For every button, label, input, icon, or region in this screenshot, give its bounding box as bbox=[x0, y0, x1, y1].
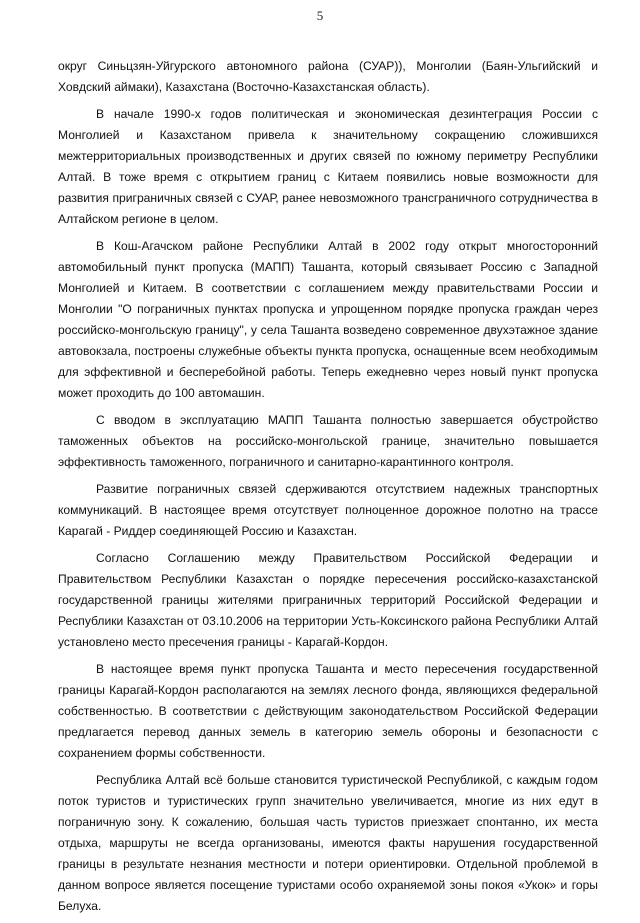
document-body bbox=[58, 56, 598, 923]
paragraph-6: Согласно Соглашению между Правительством Российской Федерации и Правительством Республики Казахстан о порядке пересечения российско-казахстанской государственной границы жителями приграничных территорий Российской Федерации и Республики Казахстан от 03.10.2006 на территории Усть-Коксинского района Республики Алтай установлено место пресечения границы - Карагай-Кордон. bbox=[58, 551, 598, 649]
paragraph-3: В Кош-Агачском районе Республики Алтай в 2002 году открыт многосторонний автомобильный пункт пропуска (МАПП) Ташанта, который связывает Россию с Западной Монголией и Китаем. В соответствии с соглашением между правительствами России и Монголии "О пограничных пунктах пропуска и упрощенном порядке пропуска граждан через российско-монгольскую границу", у села Ташанта возведено современное двухэтажное здание автовокзала, построены служебные объекты пункта пропуска, оснащенные всем необходимым для эффективной и бесперебойной работы. Теперь ежедневно через новый пункт пропуска может проходить до 100 автомашин. bbox=[58, 239, 598, 400]
paragraph-2: В начале 1990-х годов политическая и экономическая дезинтеграция России с Монголией и Казахстаном привела к значительному сокращению сложившихся межтерриториальных производственных и других связей по южному периметру Республики Алтай. В тоже время с открытием границ с Китаем появились новые возможности для развития приграничных связей с СУАР, ранее невозможного трансграничного сотрудничества в Алтайском регионе в целом. bbox=[58, 107, 598, 226]
page-number: 5 bbox=[316, 8, 324, 23]
paragraph-7: В настоящее время пункт пропуска Ташанта и место пересечения государственной границы Карагай-Кордон располагаются на землях лесного фонда, являющихся федеральной собственностью. В соответствии с действующим законодательством Российской Федерации предлагается перевод данных земель в категорию земель обороны и безопасности с сохранением формы собственности. bbox=[58, 662, 598, 760]
paragraph-5: Развитие пограничных связей сдерживаются отсутствием надежных транспортных коммуникаций. В настоящее время отсутствует полноценное дорожное полотно на трассе Карагай - Риддер соединяющей Россию и Казахстан. bbox=[58, 482, 598, 538]
paragraph-8: Республика Алтай всё больше становится туристической Республикой, с каждым годом поток туристов и туристических групп значительно увеличивается, многие из них едут в пограничную зону. К сожалению, большая часть туристов приезжает спонтанно, их места отдыха, маршруты не всегда организованы, имеются факты нарушения государственной границы в результате незнания местности и потери ориентировки. Отдельной проблемой в данном вопросе является посещение туристами особо охраняемой зоны покоя «Укок» и горы Белуха. bbox=[58, 773, 598, 913]
paragraph-1: округ Синьцзян-Уйгурского автономного района (СУАР)), Монголии (Баян-Ульгийский и Ховдский аймаки), Казахстана (Восточно-Казахстанская область). bbox=[58, 59, 598, 94]
paragraph-4: С вводом в эксплуатацию МАПП Ташанта полностью завершается обустройство таможенных объектов на российско-монгольской границе, значительно повышается эффективность таможенного, пограничного и санитарно-карантинного контроля. bbox=[58, 413, 598, 469]
